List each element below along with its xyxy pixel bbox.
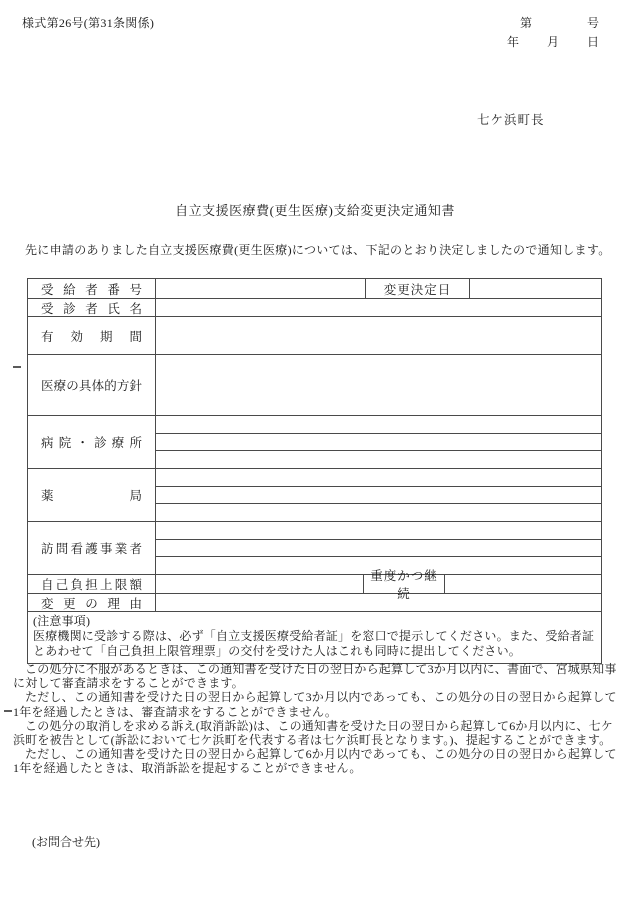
document-number-line [520,14,599,31]
home-nursing-row [156,539,601,557]
patient-name-label: 受診者氏名 [41,301,142,316]
recipient-number-value [155,279,365,298]
table-row [28,298,601,316]
valid-period-value [155,317,601,354]
table-row [28,279,601,298]
doc-number-suffix: 号 [586,16,599,30]
appeal-paragraph: この処分に不服があるときは、この通知書を受けた日の翌日から起算して3か月以内に、書面で、宮城県知事に対して審査請求をすることができます。 [13,662,617,691]
date-day-label: 日 [586,35,599,49]
notes-body: 医療機関に受診する際は、必ず「自立支援医療受給者証」を窓口で提示してください。また、受給者証とあわせて「自己負担上限管理票」の交付を受けた人はこれも同時に提出してください。 [33,629,595,658]
hospital-clinic-label: 病院・診療所 [41,436,142,450]
appeal-paragraph: ただし、この通知書を受けた日の翌日から起算して3か月以内であっても、この処分の日の翌日から起算して1年を経過したときは、審査請求をすることができません。 [13,690,617,719]
patient-name-value [155,299,601,316]
pharmacy-row [156,486,601,504]
appeal-paragraph: この処分の取消しを求める訴え(取消訴訟)は、この通知書を受けた日の翌日から起算して6か月以内に、七ケ浜町を被告として(訴訟において七ケ浜町を代表する者は七ケ浜町長となります。)、提起することができます。 [13,718,613,748]
pharmacy-row [156,503,601,521]
fold-mark [13,366,21,368]
change-reason-label: 変更の理由 [41,596,142,611]
pharmacy-values [155,469,601,521]
contact-label: (お問合せ先) [32,835,100,849]
copay-limit-label: 自己負担上限額 [41,578,142,592]
appeal-paragraph: ただし、この通知書を受けた日の翌日から起算して6か月以内であっても、この処分の日の翌日から起算して1年を経過したときは、取消訴訟を提起することができません。 [13,747,617,776]
form-number: 様式第26号(第31条関係) [22,16,155,30]
table-row [28,415,601,468]
table-row [28,468,601,521]
hospital-clinic-row [156,433,601,451]
date-year-label: 年 [507,35,520,49]
home-nursing-row [156,522,601,539]
table-row [28,354,601,415]
doc-number-prefix: 第 [520,16,533,30]
severe-continuous-value [444,575,601,593]
valid-period-label: 有効期間 [41,329,142,344]
table-row [28,521,601,574]
change-decision-date-value [469,279,601,298]
fold-mark [4,710,12,712]
change-decision-date-label: 変更決定日 [365,279,469,298]
addressee: 七ケ浜町長 [477,113,545,127]
intro-text: 先に申請のありました自立支援医療費(更生医療)については、下記のとおり決定しましたので通知します。 [25,243,611,257]
recipient-number-label: 受給者番号 [41,282,142,297]
change-reason-value [155,594,601,611]
hospital-clinic-values [155,416,601,468]
document-title: 自立支援医療費(更生医療)支給変更決定通知書 [175,203,455,218]
pharmacy-row [156,469,601,486]
date-line [507,33,599,50]
home-nursing-label: 訪問看護事業者 [41,542,142,556]
hospital-clinic-row [156,416,601,433]
medical-policy-label: 医療の具体的方針 [41,379,142,393]
appeal-text [13,662,619,776]
date-month-label: 月 [546,35,559,49]
notes-box [28,611,601,663]
table-row [28,593,601,611]
decision-table [27,278,602,664]
notes-heading: (注意事項) [33,614,91,628]
copay-limit-value [155,575,363,593]
severe-continuous-label: 重度かつ継続 [363,575,444,593]
hospital-clinic-row [156,450,601,468]
pharmacy-label: 薬局 [41,489,142,503]
medical-policy-value [155,355,601,415]
table-row [28,316,601,354]
table-row [28,569,601,601]
